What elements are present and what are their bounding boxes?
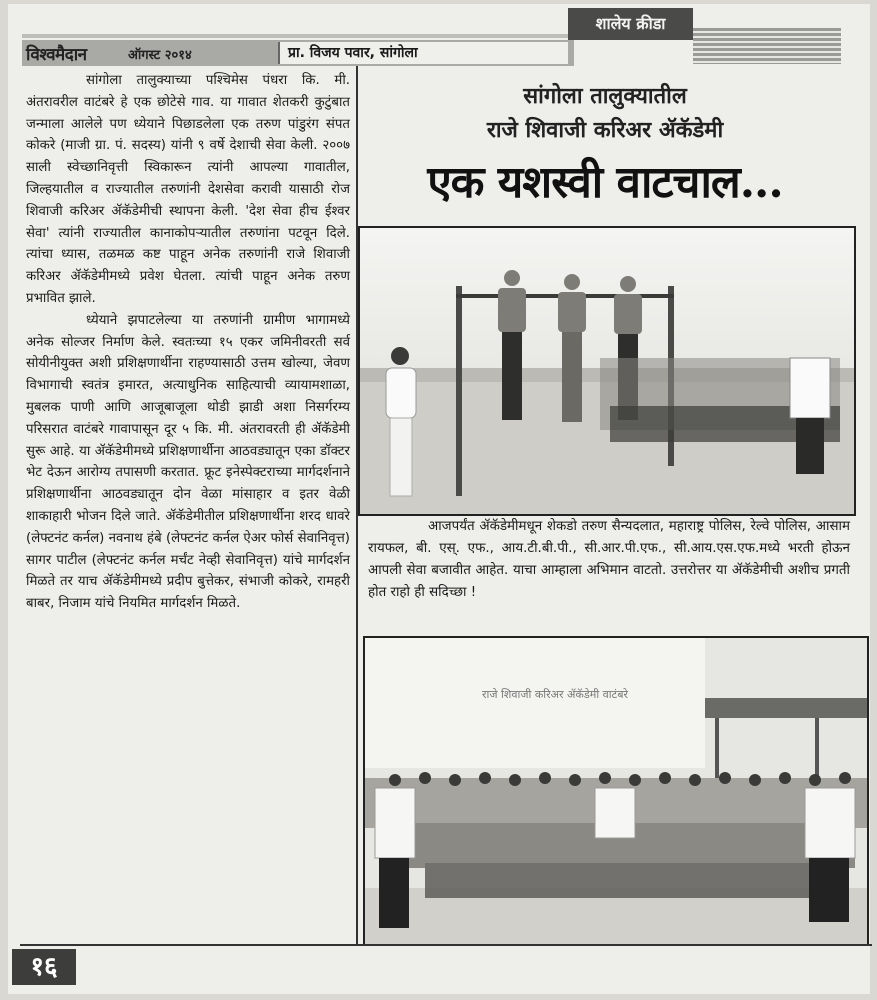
- photo-pullup-training: [358, 226, 856, 516]
- photo-pullup-illustration: [360, 228, 854, 514]
- body-paragraph-1: सांगोला तालुक्याच्या पश्चिमेस पंधरा कि. मी. अंतरावरील वाटंबरे हे एक छोटेसे गाव. या गावात शेतकरी कुटुंबात जन्माला आलेले पण ध्येयाने पिछाडलेला एक तरुण पांडुरंग संपत कोकरे (माजी ग्रा. पं. सदस्य) यांनी ९ वर्षे देशाची सेवा केली. २००७ साली स्वेच्छानिवृत्ती स्विकारून त्यांनी आपल्या गावातील, जिल्हयातील व राज्यातील तरुणांनी देशसेवा करावी यासाठी रोज शिवाजी करिअर ॲकॅडेमीची स्थापना केली. 'देश सेवा हीच ईश्वर सेवा' त्यांनी राज्यातील कानाकोपऱ्यातील तरुणांना पटवून दिले. त्यांचा ध्यास, तळमळ कष्ट पाहून अनेक तरुणांनी राजे शिवाजी करिअर ॲकॅडेमीमध्ये प्रवेश घेतला. त्यांची पाहून अनेक तरुण प्रभावित झाले.: [26, 73, 350, 306]
- title-line-2: राजे शिवाजी करिअर ॲकॅडेमी: [486, 118, 724, 143]
- page-number: १६: [12, 949, 76, 985]
- issue-date: ऑगस्ट २०१४: [128, 48, 192, 63]
- body-paragraph-2: ध्येयाने झपाटलेल्या या तरुणांनी ग्रामीण भागामध्ये अनेक सोल्जर निर्माण केले. स्वतःच्या १५ एकर जमिनीवरती सर्व सोयीनीयुक्त अशी प्रशिक्षणार्थीना राहण्यासाठी उत्तम खोल्या, जेवण विभागाची स्वतंत्र इमारत, अत्याधुनिक साहित्याची व्यायामशाळा, मुबलक पाणी आणि आजूबाजूला थोडी झाडी अशा निसर्गरम्य परिसरात वाटंबरे गावापासून दूर ५ कि. मी. अंतरावरती ही ॲकॅडेमी सुरू आहे. या ॲकॅडेमीमध्ये प्रशिक्षणार्थीना आठवड्यातून एका डॉक्टर भेट देऊन आरोग्य तपासणी करतात. फ्रूट इनेस्पेक्टराच्या मार्गदर्शनाने प्रशिक्षणार्थीना आठवड्यातून दोन वेळा मांसाहार व इतर वेळी शाकाहारी भोजन दिले जाते. ॲकॅडेमीतील प्रशिक्षणार्थीना शरद धावरे (लेफ्टनंट कर्नल) नवनाथ हंबे (लेफ्टनंट कर्नल ऐअर फोर्स सेवानिवृत्त) सागर पाटील (लेफ्टनंट कर्नल मर्चंट नेव्ही सेवानिवृत्त) यांचे मार्गदर्शन मिळते तर याच ॲकॅडेमीमध्ये प्रदीप बुत्तेकर, संभाजी कोकरे, रामहरी बाबर, निजाम यांचे नियमित मार्गदर्शन मिळते.: [26, 312, 350, 612]
- title-line-1: सांगोला तालुक्यातील: [523, 84, 687, 109]
- headline: एक यशस्वी वाटचाल...: [427, 157, 783, 208]
- photo-group-illustration: [365, 638, 867, 944]
- bottom-rule: [20, 944, 872, 946]
- body-column: [20, 66, 358, 944]
- magazine-page: [8, 4, 870, 994]
- magazine-brand: विश्वमैदान: [26, 45, 87, 65]
- caption-text: आजपर्यंत ॲकॅडेमीमधून शेकडो तरुण सैन्यदलात, महाराष्ट्र पोलिस, रेल्वे पोलिस, आसाम रायफल, बी. एस्. एफ., आय.टी.बी.पी., सी.आर.पी.एफ., सी.आय.एस.एफ.मध्ये भरती होऊन आपली सेवा बजावीत आहेत. याचा आम्हाला अभिमान वाटतो. उत्तरोत्तर या ॲकॅडेमीची अशीच प्रगती होत राहो ही सदिच्छा !: [368, 519, 850, 600]
- author-byline: प्रा. विजय पवार, सांगोला: [278, 42, 568, 64]
- header-stripe: [22, 34, 574, 38]
- photo-group: [363, 636, 869, 946]
- article-body: [20, 66, 356, 615]
- section-label: शालेय क्रीडा: [568, 8, 693, 40]
- photo-caption: [368, 516, 850, 604]
- header-decor-stripes: [693, 28, 841, 64]
- academy-sign-text: राजे शिवाजी करिअर ॲकॅडेमी वाटंबरे: [482, 688, 628, 701]
